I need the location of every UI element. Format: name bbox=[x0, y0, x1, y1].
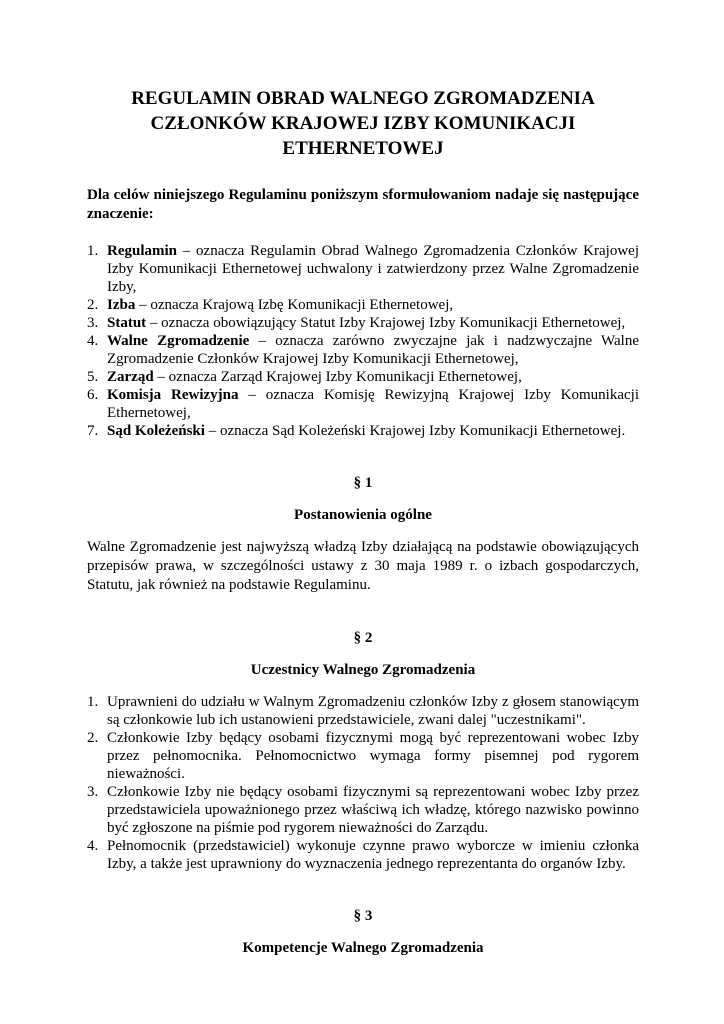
document-title bbox=[87, 86, 639, 161]
definition-item: 6. Komisja Rewizyjna – oznacza Komisję Rewizyjną Krajowej Izby Komunikacji Ethernetowej, bbox=[87, 387, 639, 421]
section-2-heading: Uczestnicy Walnego Zgromadzenia bbox=[250, 662, 476, 678]
section-3-heading: Kompetencje Walnego Zgromadzenia bbox=[242, 940, 484, 956]
definition-item: 5. Zarząd – oznacza Zarząd Krajowej Izby Komunikacji Ethernetowej, bbox=[87, 369, 522, 385]
definition-item: 3. Statut – oznacza obowiązujący Statut Izby Krajowej Izby Komunikacji Ethernetowej, bbox=[87, 315, 626, 331]
definition-text: – oznacza Krajową Izbę Komunikacji Ethernetowej, bbox=[135, 297, 454, 313]
definition-item: 2. Izba – oznacza Krajową Izbę Komunikacji Ethernetowej, bbox=[87, 297, 454, 313]
definitions-intro: Dla celów niniejszego Regulaminu poniższym sformułowaniom nadaje się następujące znaczenie: bbox=[87, 187, 639, 222]
list-item: 3. Członkowie Izby nie będący osobami fizycznymi są reprezentowani wobec Izby przez przedstawiciela upoważnionego przez właściwą ich władzę, którego nazwisko powinno być zgłoszone na piśmie pod rygorem nieważności do Zarządu. bbox=[87, 784, 639, 836]
section-3-mark: § 3 bbox=[353, 908, 373, 924]
document-page bbox=[87, 86, 639, 957]
definition-term: Statut bbox=[107, 315, 147, 331]
section-1-body: Walne Zgromadzenie jest najwyższą władzą Izby działającą na podstawie obowiązujących przepisów prawa, w szczególności ustawy z 30 maja 1989 r. o izbach gospodarczych, Statutu, jak również na podstawie Regulaminu. bbox=[87, 539, 639, 593]
title-line-1: REGULAMIN OBRAD WALNEGO ZGROMADZENIA bbox=[131, 88, 595, 109]
definition-item: 4. Walne Zgromadzenie – oznacza zarówno zwyczajne jak i nadzwyczajne Walne Zgromadzenie Członków Krajowej Izby Komunikacji Ethernetowej, bbox=[87, 333, 639, 367]
section-2-list bbox=[87, 693, 639, 873]
definition-text: – oznacza Komisję Rewizyjną Krajowej Izby Komunikacji Ethernetowej, bbox=[107, 387, 639, 421]
definition-item: 7. Sąd Koleżeński – oznacza Sąd Koleżeński Krajowej Izby Komunikacji Ethernetowej. bbox=[87, 423, 626, 439]
list-item: 4. Pełnomocnik (przedstawiciel) wykonuje czynne prawo wyborcze w imieniu członka Izby, a także jest uprawniony do wyznaczenia jednego reprezentanta do organów Izby. bbox=[87, 838, 639, 872]
definition-text: – oznacza Zarząd Krajowej Izby Komunikacji Ethernetowej, bbox=[153, 369, 522, 385]
definitions-list bbox=[87, 242, 639, 440]
definition-term: Sąd Koleżeński bbox=[107, 423, 205, 439]
definition-item: 1. Regulamin – oznacza Regulamin Obrad Walnego Zgromadzenia Członków Krajowej Izby Komunikacji Ethernetowej uchwalony i zatwierdzony przez Walne Zgromadzenie Izby, bbox=[87, 243, 639, 295]
section-1-heading: Postanowienia ogólne bbox=[294, 507, 432, 523]
definition-text: – oznacza obowiązujący Statut Izby Krajowej Izby Komunikacji Ethernetowej, bbox=[146, 315, 626, 331]
definition-text: – oznacza zarówno zwyczajne jak i nadzwyczajne Walne Zgromadzenie Członków Krajowej Izby Komunikacji Ethernetowej, bbox=[107, 333, 639, 367]
definition-term: Komisja Rewizyjna bbox=[107, 387, 239, 403]
section-2-mark: § 2 bbox=[353, 630, 373, 646]
definition-term: Izba bbox=[107, 297, 136, 313]
definition-text: – oznacza Sąd Koleżeński Krajowej Izby Komunikacji Ethernetowej. bbox=[204, 423, 626, 439]
section-1-mark: § 1 bbox=[353, 475, 373, 491]
title-line-2: CZŁONKÓW KRAJOWEJ IZBY KOMUNIKACJI bbox=[150, 113, 576, 134]
title-line-3: ETHERNETOWEJ bbox=[282, 138, 444, 159]
definition-term: Walne Zgromadzenie bbox=[107, 333, 250, 349]
definition-text: – oznacza Regulamin Obrad Walnego Zgromadzenia Członków Krajowej Izby Komunikacji Ethernetowej uchwalony i zatwierdzony przez Walne Zgromadzenie Izby, bbox=[107, 243, 639, 295]
definition-term: Zarząd bbox=[107, 369, 154, 385]
definition-term: Regulamin bbox=[107, 243, 178, 259]
list-item: 2. Członkowie Izby będący osobami fizycznymi mogą być reprezentowani wobec Izby przez pełnomocnika. Pełnomocnictwo wymaga formy pisemnej pod rygorem nieważności. bbox=[87, 730, 639, 782]
list-item: 1. Uprawnieni do udziału w Walnym Zgromadzeniu członków Izby z głosem stanowiącym są członkowie lub ich ustanowieni przedstawiciele, zwani dalej "uczestnikami". bbox=[87, 694, 639, 728]
